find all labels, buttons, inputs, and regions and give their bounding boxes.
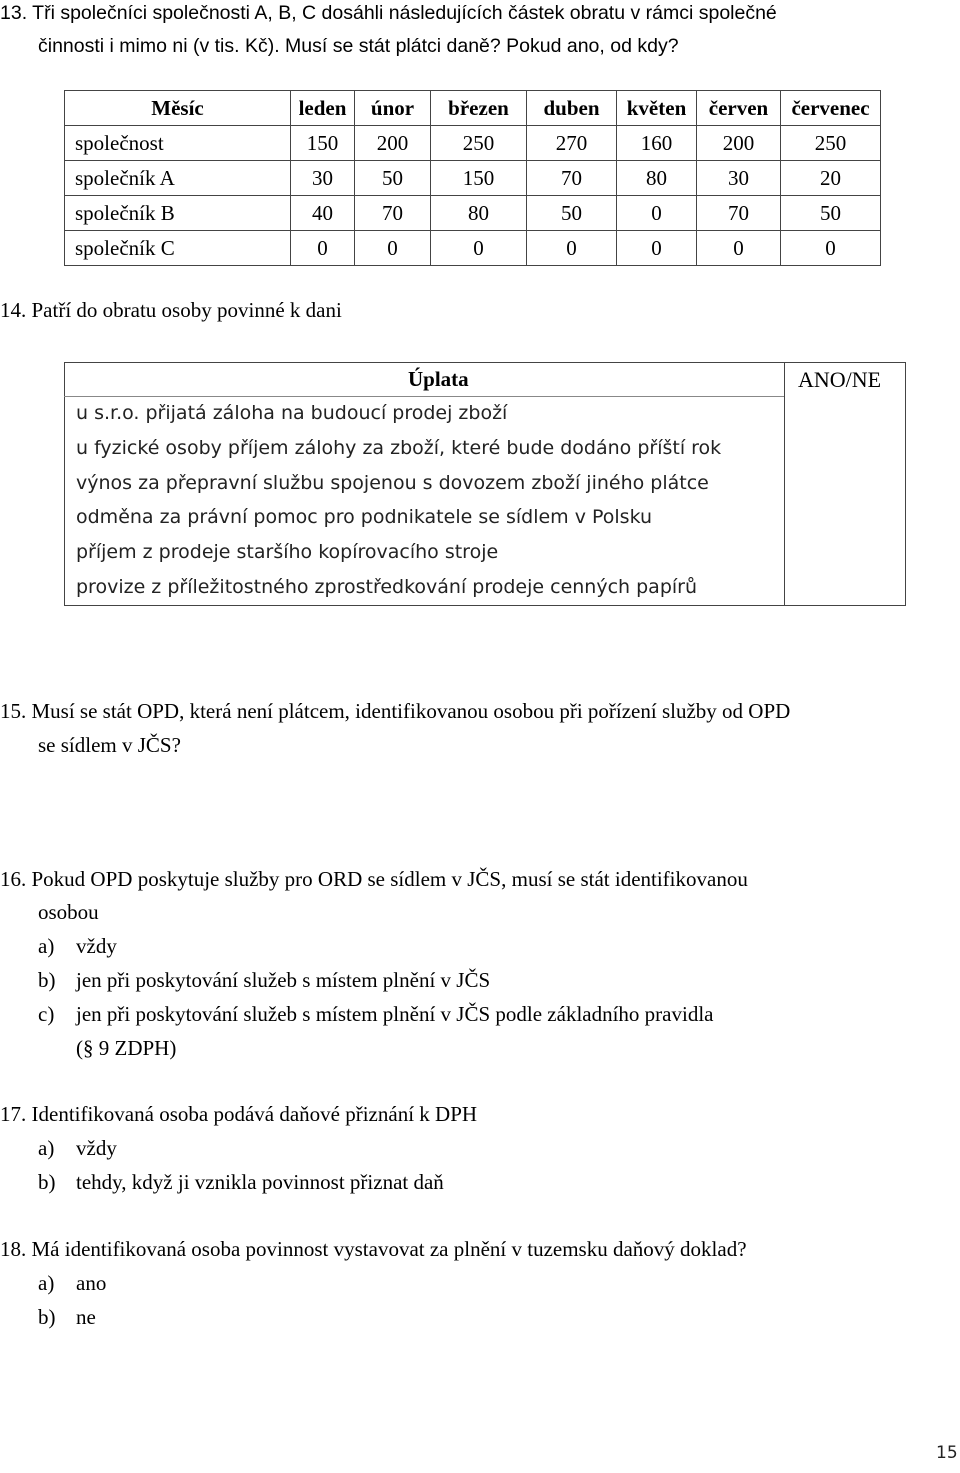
q14-title: 14. Patří do obratu osoby povinné k dani (0, 298, 342, 322)
table-row: výnos za přepravní službu spojenou s dovozem zboží jiného plátce (76, 472, 709, 494)
q18-option-b-text: ne (76, 1305, 96, 1329)
table-cell: 150 (431, 161, 527, 196)
q16-option-c-text: jen při poskytování služeb s místem plnění v JČS podle základního pravidla (76, 1002, 714, 1026)
table-row (65, 231, 881, 266)
turnover-table (64, 90, 881, 266)
q16-option-c-letter: c) (38, 1002, 55, 1026)
table-cell: 200 (355, 126, 431, 161)
q17-option-b-text: tehdy, když ji vznikla povinnost přiznat daň (76, 1170, 444, 1194)
table-header-cell: únor (355, 91, 431, 126)
q13-line1: 13. Tři společníci společnosti A, B, C dosáhli následujících částek obratu v rámci společné (0, 2, 777, 24)
table-header-cell: březen (431, 91, 527, 126)
table-header-line (64, 396, 784, 397)
table-cell: 0 (697, 231, 781, 266)
table-cell: 70 (527, 161, 617, 196)
table-cell: 270 (527, 126, 617, 161)
table-header-cell: květen (617, 91, 697, 126)
q15-line2: se sídlem v JČS? (38, 733, 181, 757)
row-label: společník A (65, 161, 291, 196)
q13-line2: činnosti i mimo ni (v tis. Kč). Musí se stát plátci daně? Pokud ano, od kdy? (38, 35, 679, 57)
table-divider (784, 362, 785, 606)
table-cell: 30 (697, 161, 781, 196)
q16-option-b-text: jen při poskytování služeb s místem plnění v JČS (76, 968, 491, 992)
table-cell: 0 (781, 231, 881, 266)
table-cell: 40 (291, 196, 355, 231)
q18-option-a-text: ano (76, 1271, 107, 1295)
table-cell: 50 (355, 161, 431, 196)
table-cell: 80 (617, 161, 697, 196)
q16-option-b-letter: b) (38, 968, 56, 992)
table-cell: 0 (431, 231, 527, 266)
table-row (65, 161, 881, 196)
table-cell: 250 (781, 126, 881, 161)
table-cell: 0 (617, 231, 697, 266)
table-cell: 200 (697, 126, 781, 161)
table-row: odměna za právní pomoc pro podnikatele se sídlem v Polsku (76, 506, 653, 528)
table-header-cell: duben (527, 91, 617, 126)
table-row: příjem z prodeje staršího kopírovacího stroje (76, 541, 499, 563)
q16-line1: 16. Pokud OPD poskytuje služby pro ORD se sídlem v JČS, musí se stát identifikovanou (0, 867, 748, 891)
table-header-cell: Měsíc (65, 91, 291, 126)
row-label: společnost (65, 126, 291, 161)
table-cell: 70 (355, 196, 431, 231)
table-cell: 80 (431, 196, 527, 231)
q18-option-b-letter: b) (38, 1305, 56, 1329)
table-row: u s.r.o. přijatá záloha na budoucí prodej zboží (76, 402, 508, 424)
table-cell: 160 (617, 126, 697, 161)
table-cell: 30 (291, 161, 355, 196)
table-cell: 250 (431, 126, 527, 161)
table-row (65, 196, 881, 231)
q17-option-a-letter: a) (38, 1136, 55, 1160)
q17-option-a-text: vždy (76, 1136, 117, 1160)
table-header-cell: červenec (781, 91, 881, 126)
table-cell: 0 (291, 231, 355, 266)
table-row (65, 126, 881, 161)
table-cell: 150 (291, 126, 355, 161)
table-row: u fyzické osoby příjem zálohy za zboží, které bude dodáno příští rok (76, 437, 722, 459)
q17-option-b-letter: b) (38, 1170, 56, 1194)
q16-line2: osobou (38, 900, 99, 924)
page-number: 15 (936, 1443, 958, 1463)
table-header-row (65, 91, 881, 126)
table-cell: 50 (781, 196, 881, 231)
table-header-cell: leden (291, 91, 355, 126)
table-cell: 0 (617, 196, 697, 231)
table-header-cell: červen (697, 91, 781, 126)
col-header-ano-ne: ANO/NE (798, 367, 882, 392)
table-cell: 50 (527, 196, 617, 231)
q16-option-a-letter: a) (38, 934, 55, 958)
row-label: společník B (65, 196, 291, 231)
q16-option-c-cont: (§ 9 ZDPH) (76, 1036, 177, 1060)
q16-option-a-text: vždy (76, 934, 117, 958)
table-cell: 70 (697, 196, 781, 231)
q18-line1: 18. Má identifikovaná osoba povinnost vystavovat za plnění v tuzemsku daňový doklad? (0, 1237, 747, 1261)
table-cell: 0 (527, 231, 617, 266)
q15-line1: 15. Musí se stát OPD, která není plátcem, identifikovanou osobou při pořízení služby od OPD (0, 699, 791, 723)
table-cell: 0 (355, 231, 431, 266)
q18-option-a-letter: a) (38, 1271, 55, 1295)
row-label: společník C (65, 231, 291, 266)
col-header-uplata: Úplata (408, 367, 469, 391)
table-row: provize z příležitostného zprostředkování prodeje cenných papírů (76, 576, 698, 598)
table-cell: 20 (781, 161, 881, 196)
q17-line1: 17. Identifikovaná osoba podává daňové přiznání k DPH (0, 1102, 478, 1126)
